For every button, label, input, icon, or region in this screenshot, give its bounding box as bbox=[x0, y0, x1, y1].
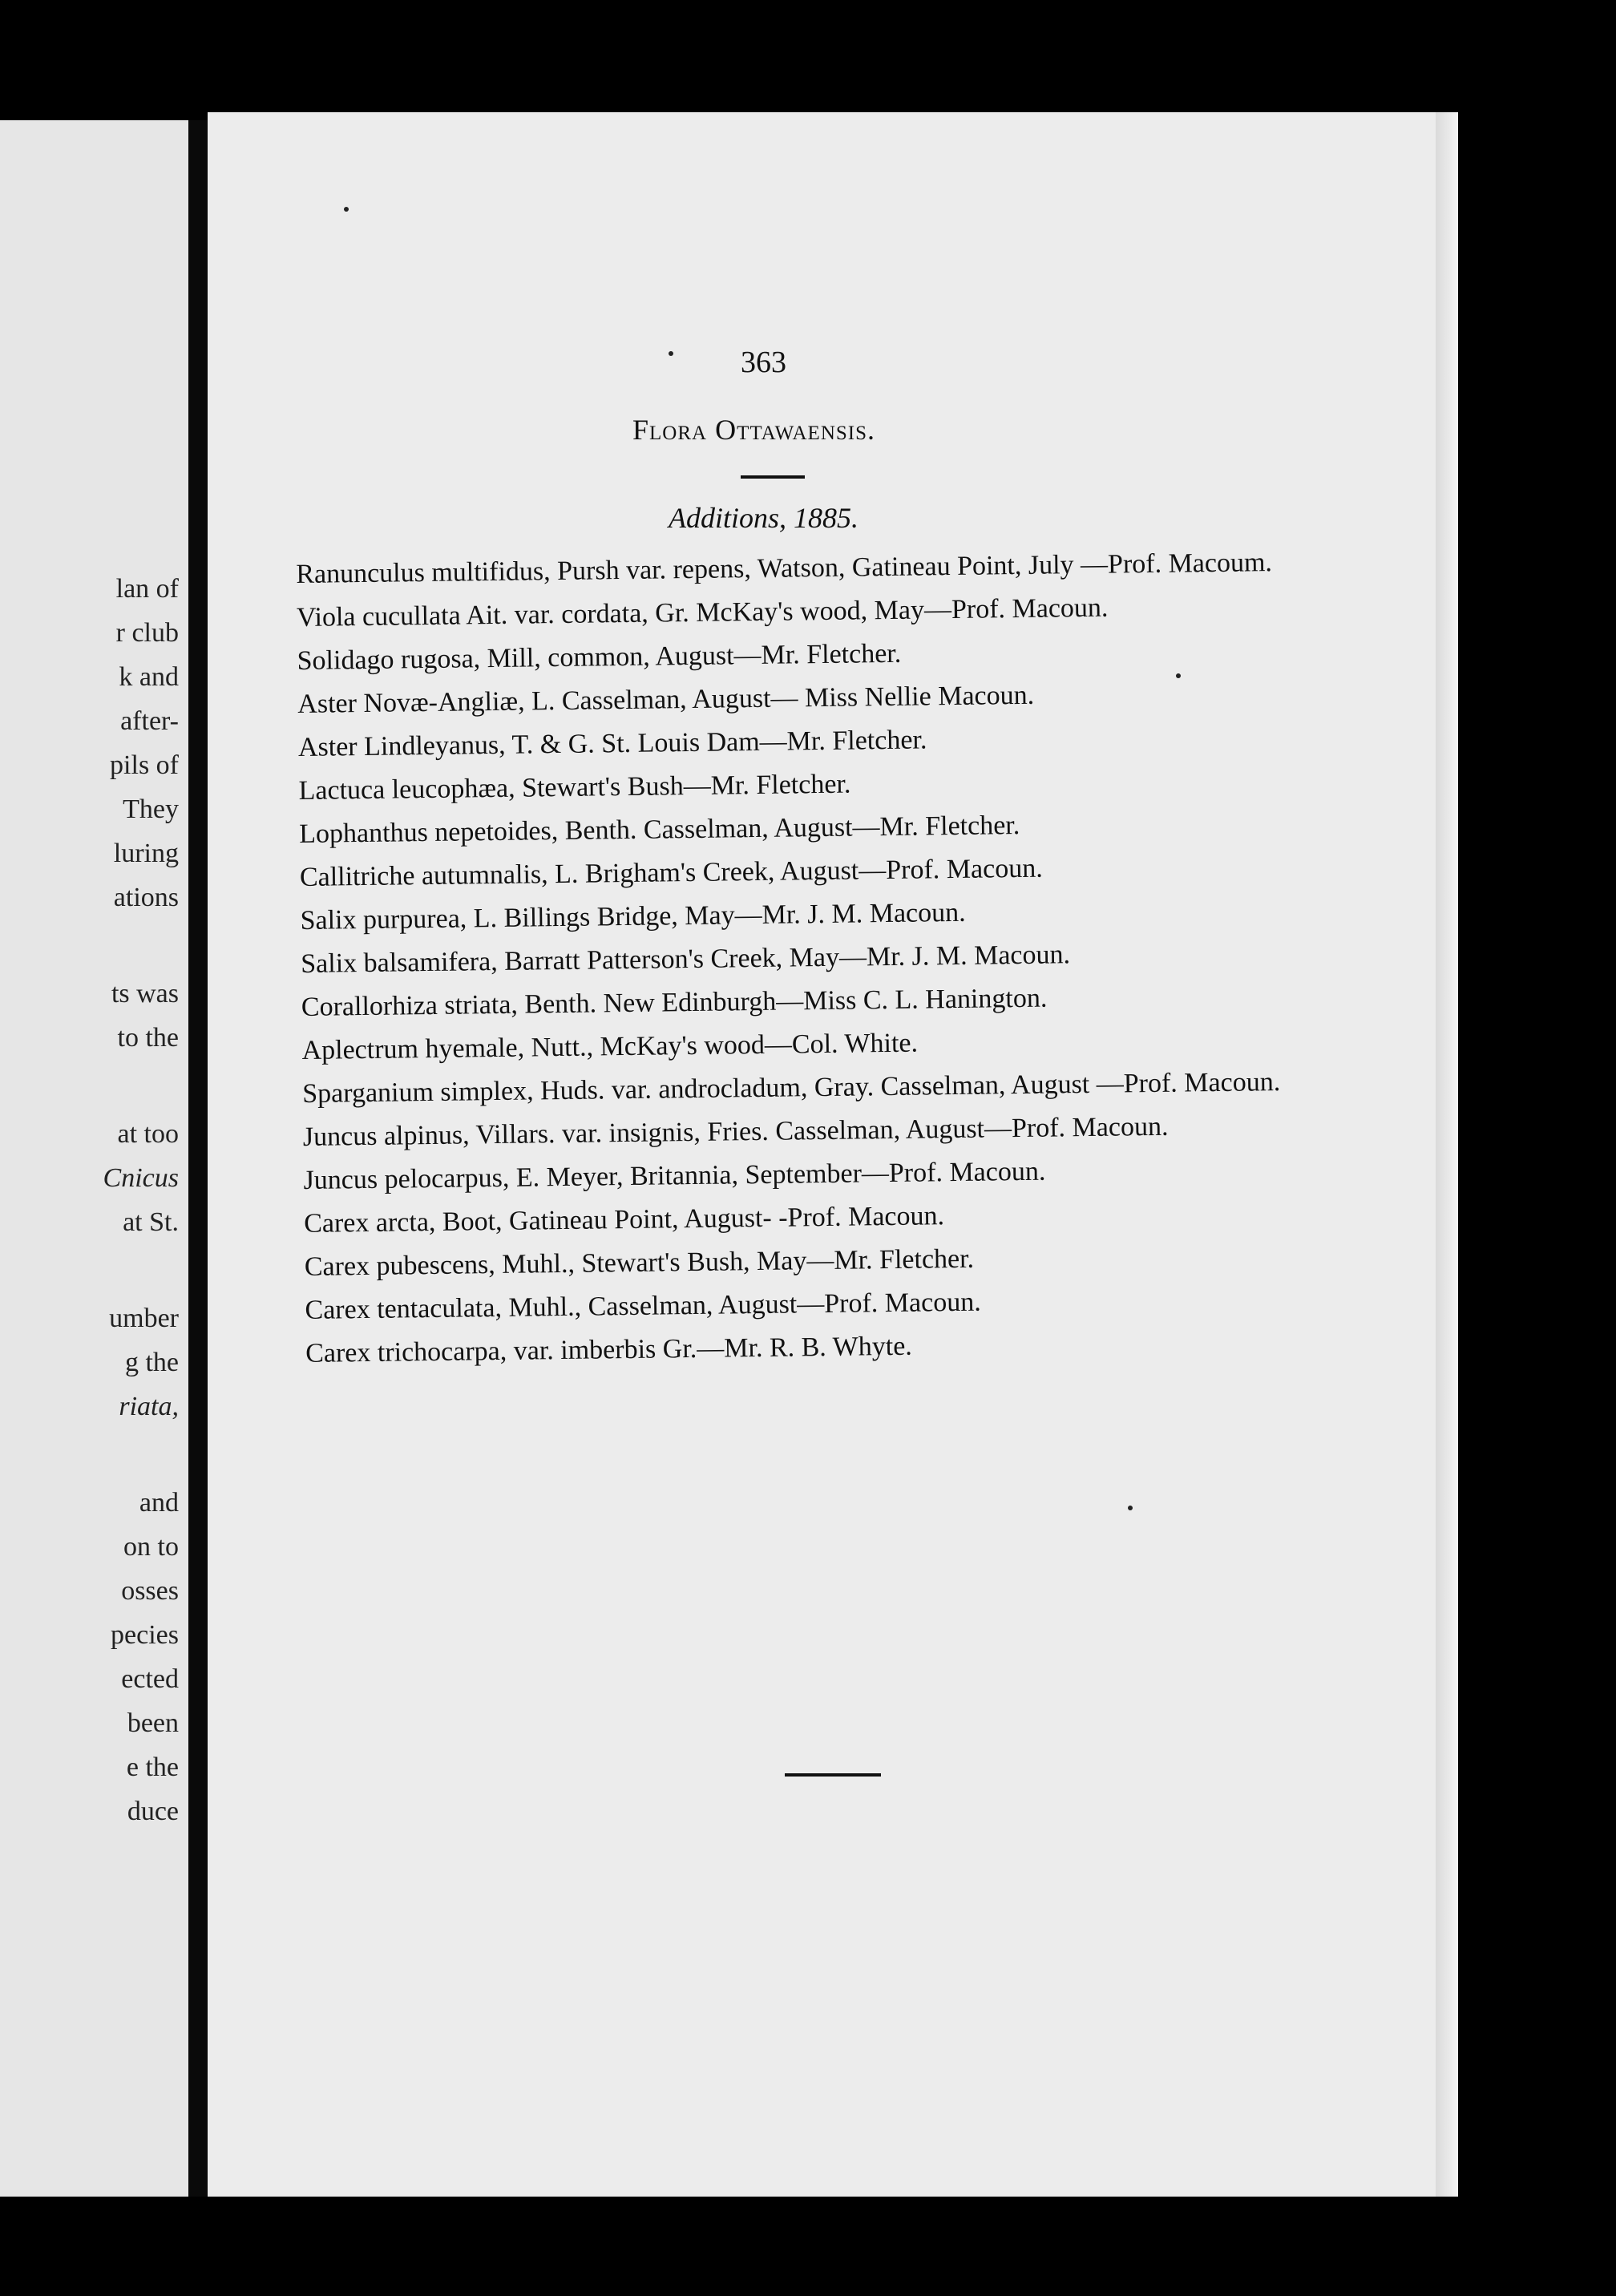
ink-speck bbox=[1128, 1506, 1133, 1510]
species-entry: Juncus pelocarpus, E. Meyer, Britannia, September—Prof. Macoun. bbox=[303, 1156, 1046, 1195]
species-entry: Lactuca leucophæa, Stewart's Bush—Mr. Fletcher. bbox=[298, 769, 851, 806]
text-fragment: ations bbox=[113, 883, 179, 912]
species-entry: Salix purpurea, L. Billings Bridge, May—Mr. J. M. Macoun. bbox=[300, 897, 966, 936]
text-fragment: ected bbox=[121, 1664, 179, 1694]
text-fragment: osses bbox=[121, 1576, 179, 1606]
text-fragment: They bbox=[123, 794, 179, 824]
text-fragment: r club bbox=[115, 618, 179, 648]
text-fragment: ts was bbox=[111, 979, 179, 1009]
ink-speck bbox=[344, 207, 349, 212]
species-entry: Viola cucullata Ait. var. cordata, Gr. McKay's wood, May—Prof. Macoun. bbox=[296, 592, 1109, 633]
species-entry: Sparganium simplex, Huds. var. androcladum, Gray. Casselman, August —Prof. Macoun. bbox=[302, 1067, 1281, 1109]
text-fragment: pecies bbox=[111, 1620, 179, 1650]
species-entry: Carex arcta, Boot, Gatineau Point, August- -Prof. Macoun. bbox=[303, 1201, 945, 1239]
species-entry: Juncus alpinus, Villars. var. insignis, Fries. Casselman, August—Prof. Macoun. bbox=[302, 1111, 1169, 1152]
species-entry: Carex tentaculata, Muhl., Casselman, August—Prof. Macoun. bbox=[305, 1287, 981, 1325]
species-entry: Solidago rugosa, Mill, common, August—Mr. Fletcher. bbox=[297, 638, 902, 676]
text-fragment: umber bbox=[109, 1304, 179, 1333]
text-fragment: g the bbox=[124, 1348, 179, 1377]
species-entry: Aster Novæ-Angliæ, L. Casselman, August— Miss Nellie Macoun. bbox=[297, 680, 1035, 719]
text-fragment: luring bbox=[113, 839, 179, 868]
text-fragment: at St. bbox=[123, 1207, 179, 1237]
text-fragment: on to bbox=[123, 1532, 179, 1562]
species-entry: Lophanthus nepetoides, Benth. Casselman, August—Mr. Fletcher. bbox=[299, 810, 1020, 849]
text-fragment: e the bbox=[126, 1752, 179, 1782]
species-entry: Salix balsamifera, Barratt Patterson's Creek, May—Mr. J. M. Macoun. bbox=[301, 940, 1071, 979]
species-entry: Aster Lindleyanus, T. & G. St. Louis Dam—Mr. Fletcher. bbox=[297, 725, 927, 762]
species-entry: Carex pubescens, Muhl., Stewart's Bush, May—Mr. Fletcher. bbox=[304, 1243, 975, 1282]
book-gutter bbox=[188, 120, 208, 2197]
text-fragment: riata, bbox=[119, 1392, 179, 1421]
text-fragment: Cnicus bbox=[103, 1163, 179, 1193]
text-fragment: been bbox=[127, 1708, 179, 1738]
species-list bbox=[296, 540, 1339, 1376]
section-subtitle: Additions, 1885. bbox=[669, 502, 859, 534]
text-fragment: pils of bbox=[110, 750, 179, 780]
page bbox=[208, 112, 1458, 2197]
species-entry: Ranunculus multifidus, Pursh var. repens, Watson, Gatineau Point, July —Prof. Macoum. bbox=[296, 548, 1273, 589]
species-entry: Callitriche autumnalis, L. Brigham's Creek, August—Prof. Macoun. bbox=[299, 853, 1043, 892]
page-edge bbox=[1436, 112, 1458, 2197]
text-fragment: k and bbox=[119, 662, 179, 692]
text-fragment: at too bbox=[117, 1119, 179, 1149]
text-fragment: duce bbox=[127, 1797, 179, 1826]
text-fragment: and bbox=[139, 1488, 179, 1518]
previous-page-fragment bbox=[0, 120, 188, 2197]
species-entry: Corallorhiza striata, Benth. New Edinburgh—Miss C. L. Hanington. bbox=[301, 983, 1048, 1022]
species-entry: Carex trichocarpa, var. imberbis Gr.—Mr. R. B. Whyte. bbox=[305, 1331, 913, 1368]
text-fragment: lan of bbox=[115, 574, 179, 604]
page-number: 363 bbox=[741, 346, 786, 379]
title-rule bbox=[741, 475, 805, 479]
text-fragment: after- bbox=[120, 706, 179, 736]
text-fragment: to the bbox=[117, 1023, 179, 1053]
end-rule bbox=[785, 1773, 881, 1777]
species-entry: Aplectrum hyemale, Nutt., McKay's wood—Col. White. bbox=[301, 1028, 919, 1065]
ink-speck bbox=[669, 351, 673, 356]
page-title: Flora Ottawaensis. bbox=[632, 414, 876, 446]
